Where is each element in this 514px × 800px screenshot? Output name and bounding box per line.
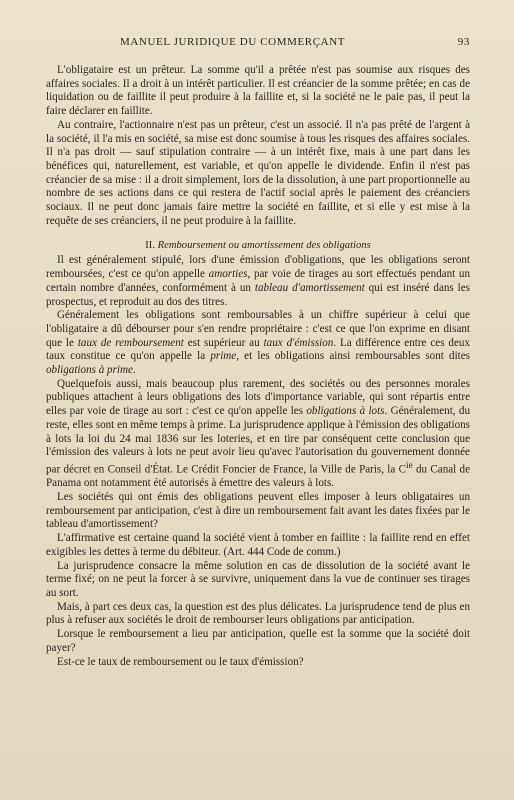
- italic-term: taux d'émission: [263, 336, 334, 349]
- paragraph: [46, 254, 470, 309]
- paragraph: Au contraire, l'actionnaire n'est pas un prêteur, c'est un associé. Il n'a pas prêté de l'argent à la société, il l'a mis en société, sa mise est donc soumise à tous les risques des affaires sociales. Il n'a pas droit — sauf stipulation contraire — à un intérêt fixe, mais à une part dans les bénéfices qui, naturellement, est variable, et qu'on appelle le dividende. Enfin il n'est pas créancier de sa mise : il a droit simplement, lors de la dissolution, à une part proportionnelle au nombre de ses actions dans ce qui restera de l'actif social après le paiement des créanciers sociaux. Il ne peut donc jamais faire mettre la société en faillite, et si elle y est mise à la requête de ses créanciers, il ne peut produire à la faillite.: [46, 118, 470, 227]
- paragraph: Les sociétés qui ont émis des obligations peuvent elles imposer à leurs obligataires un remboursement par anticipation, c'est à dire un remboursement fait avant les dates fixées par le tableau d'amortissement?: [46, 491, 470, 531]
- paragraph: Mais, à part ces deux cas, la question est des plus délicates. La jurisprudence tend de plus en plus à refuser aux sociétés le droit de rembourser leurs obligations par anticipation.: [46, 600, 470, 627]
- running-header: [46, 36, 470, 48]
- text-run: Généralement les obligations sont remboursables à un chiffre supérieur à celui que l'obligataire a dû débourser pour s'en rendre propriétaire : c'est ce que l'on exprime en disant que le: [46, 309, 470, 349]
- text-run: du Canal de Panama ont notamment été autorisés à émettre des valeurs à lots.: [46, 463, 471, 490]
- text-run: , par voie de tirages au sort effectués pendant un certain nombre d'années, conformément à un: [46, 268, 471, 294]
- text-run: Quelquefois aussi, mais beaucoup plus rarement, des sociétés ou des personnes morales publiques attachent à leurs obligations des lots d'importance variable, qui sont répartis entre elles par voie de tirage au sort : c'est ce qu'on appelle les: [46, 377, 470, 418]
- paragraph: L'affirmative est certaine quand la société vient à tomber en faillite : la faillite rend en effet exigibles les dettes à terme du débiteur. (Art. 444 Code de comm.): [46, 532, 470, 558]
- page-number: 93: [457, 36, 470, 48]
- paragraph: L'obligataire est un prêteur. La somme qu'il a prêtée n'est pas soumise aux risques des affaires sociales. Il a droit à un intérêt particulier. Il est créancier de la somme prêtée; en cas de liquidation ou de faillite il peut produire à la faillite et, si la société ne le paie pas, il peut la faire déclarer en faillite.: [46, 64, 470, 118]
- paragraph: [46, 378, 470, 491]
- text-run: , et les obligations ainsi remboursables sont dites: [236, 350, 470, 363]
- text-run: Il est généralement stipulé, lors d'une émission d'obligations, que les obligations seront remboursées, c'est ce qu'on appelle: [46, 254, 470, 281]
- paragraph: La jurisprudence consacre la même solution en cas de dissolution de la société avant le terme fixé; on ne peut la forcer à se survivre, uniquement dans la vue de continuer ses tirages au sort.: [46, 559, 470, 599]
- text-run: qui est inséré dans les prospectus, et reproduit au dos des titres.: [46, 281, 470, 308]
- section-heading: [46, 240, 470, 251]
- italic-term: prime: [210, 350, 237, 363]
- text-run: .: [132, 364, 136, 377]
- paragraph: [46, 309, 470, 378]
- text-run: . Généralement, du reste, elles sont en même temps à prime. La jurisprudence applique à l'émission des obligations à lots la loi du 24 mai 1836 sur les loteries, et en tire par conséquent cette conclusion que l'émission des valeurs à lots ne peut avoir lieu qu'avec l'autorisation du gouvernement donnée par décret en Conseil d'État. Le Crédit Foncier de France, la Ville de Paris, la C: [46, 405, 470, 476]
- paragraph: Lorsque le remboursement a lieu par anticipation, quelle est la somme que la société doit payer?: [46, 628, 470, 654]
- superscript: ie: [406, 460, 413, 471]
- italic-term: obligations à lots: [306, 405, 385, 418]
- italic-term: obligations à prime: [46, 364, 133, 377]
- text-run: . La différence entre ces deux taux constitue ce qu'on appelle la: [46, 336, 470, 363]
- text-run: est supérieur au: [183, 336, 264, 349]
- running-title: MANUEL JURIDIQUE DU COMMERÇANT: [120, 36, 346, 48]
- italic-term: tableau d'amortissement: [254, 281, 365, 294]
- italic-term: amorties: [208, 268, 248, 281]
- italic-term: taux de remboursement: [77, 336, 184, 349]
- section-number: II.: [145, 240, 155, 252]
- section-title: Remboursement ou amortissement des obligations: [157, 240, 371, 252]
- paragraph: Est-ce le taux de remboursement ou le taux d'émission?: [57, 655, 304, 668]
